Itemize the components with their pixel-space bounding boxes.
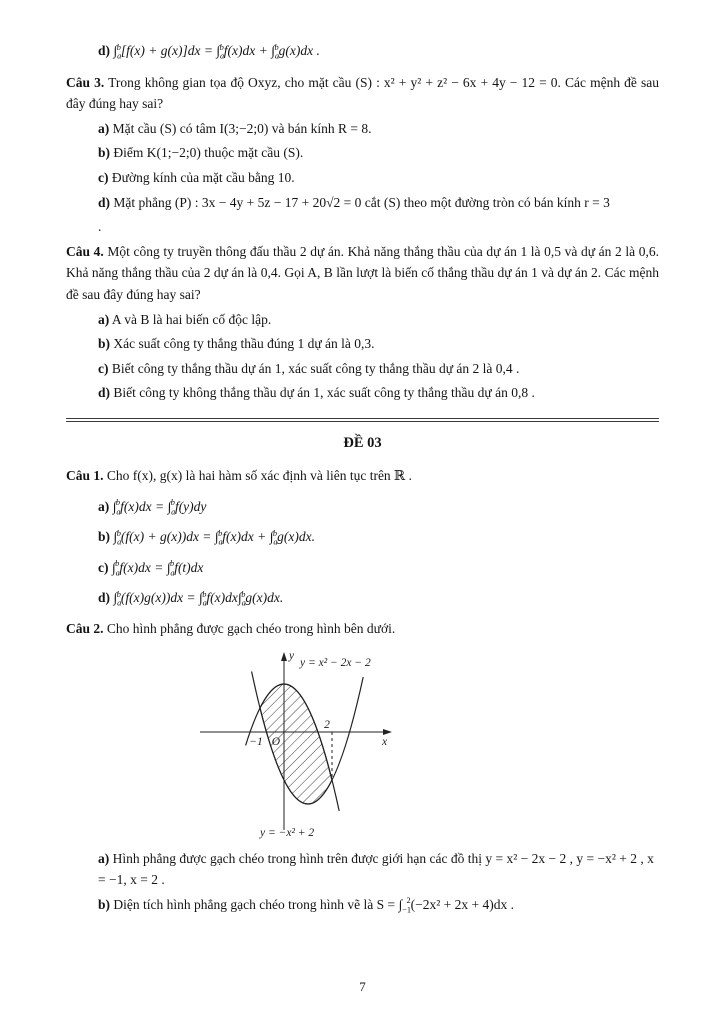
y-axis-arrow	[281, 652, 287, 661]
item-formula: $\int_a^bf(x)dx = \int_a^bf(y)dy$	[112, 498, 207, 517]
item-label: c)	[98, 169, 109, 185]
item-label: a)	[98, 120, 110, 136]
item-1d	[98, 587, 659, 609]
item-2a	[98, 848, 659, 891]
item-text: Hình phẳng được gạch chéo trong hình trên được giới hạn các đồ thị y = x² − 2x − 2 , y = −x² + 2 , x = −1, x = 2 .	[98, 850, 654, 888]
section-title: ĐỀ 03	[343, 434, 382, 451]
item-formula: $\int_a^b[f(x) + g(x)]dx = \int_a^bf(x)dx + \int_a^bg(x)dx$ .	[113, 42, 320, 61]
question-2-text: Cho hình phẳng được gạch chéo trong hình bên dưới.	[106, 621, 396, 637]
question-3-text: Trong không gian tọa độ Oxyz, cho mặt cầu (S) : x² + y² + z² − 6x + 4y − 12 = 0. Các mệnh đề sau đây đúng hay sai?	[66, 74, 660, 112]
question-4-items	[66, 309, 659, 404]
question-3	[66, 72, 659, 115]
item-4b	[98, 333, 659, 355]
item-text: Mặt cầu (S) có tâm I(3;−2;0) và bán kính R = 8.	[112, 120, 372, 136]
x-axis-label: x	[382, 735, 388, 748]
item-label: a)	[98, 311, 110, 327]
question-3-label: Câu 3.	[66, 74, 105, 90]
item-3a	[98, 118, 659, 140]
item-1a	[98, 496, 659, 518]
graph-svg	[184, 644, 414, 844]
item-3d	[98, 192, 659, 214]
item-4c	[98, 358, 659, 380]
item-label: a)	[98, 498, 110, 514]
item-text: A và B là hai biến cố độc lập.	[111, 311, 272, 327]
x-tick-2: 2	[324, 718, 330, 731]
item-text: Diện tích hình phẳng gạch chéo trong hình vẽ là $S = \int_{-1}^2(-2x^2 + 2x + 4)dx$ .	[113, 896, 515, 915]
item-text: Xác suất công ty thắng thầu đúng 1 dự án là 0,3.	[113, 336, 375, 352]
x-axis-arrow	[383, 729, 392, 735]
question-2-label: Câu 2.	[66, 621, 104, 637]
page-number: 7	[359, 979, 366, 995]
item-label: c)	[98, 559, 109, 575]
item-label: b)	[98, 529, 111, 545]
item-text: .	[98, 219, 102, 235]
item-formula: $\int_a^b(f(x) + g(x))dx = \int_a^bf(x)dx + \int_a^bg(x)dx$.	[113, 528, 315, 547]
curve-top-equation: y = x² − 2x − 2	[300, 656, 371, 669]
item-1b	[98, 526, 659, 548]
item-text: Đường kính của mặt cầu bằng 10.	[111, 169, 295, 185]
item-label: d)	[98, 385, 111, 401]
curve-bottom-equation: y = −x² + 2	[260, 826, 315, 839]
question-4-label: Câu 4.	[66, 243, 104, 259]
item-label: b)	[98, 145, 111, 161]
question-4-text: Một công ty truyền thông đấu thầu 2 dự án. Khả năng thắng thầu của dự án 1 là 0,5 và dự án 2 là 0,6. Khả năng thắng thầu của 2 dự án là 0,4. Gọi A, B lần lượt là biến cố thắng thầu dự án 1 và dự án 2. Các mệnh đề sau đây đúng hay sai?	[66, 243, 660, 302]
item-label: c)	[98, 360, 109, 376]
item-text: Biết công ty thắng thầu dự án 1, xác suất công ty thắng thầu dự án 2 là 0,4 .	[111, 360, 520, 376]
item-label: d)	[98, 194, 111, 210]
item-text: Biết công ty không thắng thầu dự án 1, xác suất công ty thắng thầu dự án 0,8 .	[113, 385, 535, 401]
y-axis-label: y	[289, 649, 295, 662]
item-3c	[98, 167, 659, 189]
question-1	[66, 465, 659, 487]
item-4d	[98, 382, 659, 404]
item-1c	[98, 557, 659, 579]
origin-label: O	[271, 735, 280, 748]
section-divider	[66, 418, 659, 422]
item-text: Điểm K(1;−2;0) thuộc mặt cầu (S).	[113, 145, 304, 161]
question-2-items	[66, 848, 659, 916]
item-label: d)	[98, 590, 111, 606]
item-label: b)	[98, 336, 111, 352]
question-4	[66, 241, 659, 306]
item-3b	[98, 142, 659, 164]
item-label: b)	[98, 896, 111, 912]
item-2b	[98, 894, 659, 916]
item-4a	[98, 309, 659, 331]
x-tick-minus1: −1	[249, 735, 263, 748]
item-label: a)	[98, 850, 110, 866]
question-1-text: Cho f(x), g(x) là hai hàm số xác định và liên tục trên ℝ .	[106, 468, 413, 484]
item-text: Mặt phẳng (P) : 3x − 4y + 5z − 17 + 20√2 = 0 cắt (S) theo một đường tròn có bán kính r = 3	[113, 194, 610, 210]
item-3d-overflow	[98, 216, 659, 238]
item-formula: $\int_a^bf(x)dx = \int_a^bf(t)dx$	[111, 559, 204, 578]
item-label: d)	[98, 43, 111, 58]
question-1-label: Câu 1.	[66, 468, 104, 484]
figure-region-graph	[184, 644, 659, 844]
question-1-items	[66, 496, 659, 609]
question-2	[66, 618, 659, 640]
item-formula: $\int_a^b(f(x)g(x))dx = \int_a^bf(x)dx\int_a^bg(x)dx$.	[113, 589, 284, 609]
question-3-items	[66, 118, 659, 238]
item-prev-d	[98, 34, 659, 70]
